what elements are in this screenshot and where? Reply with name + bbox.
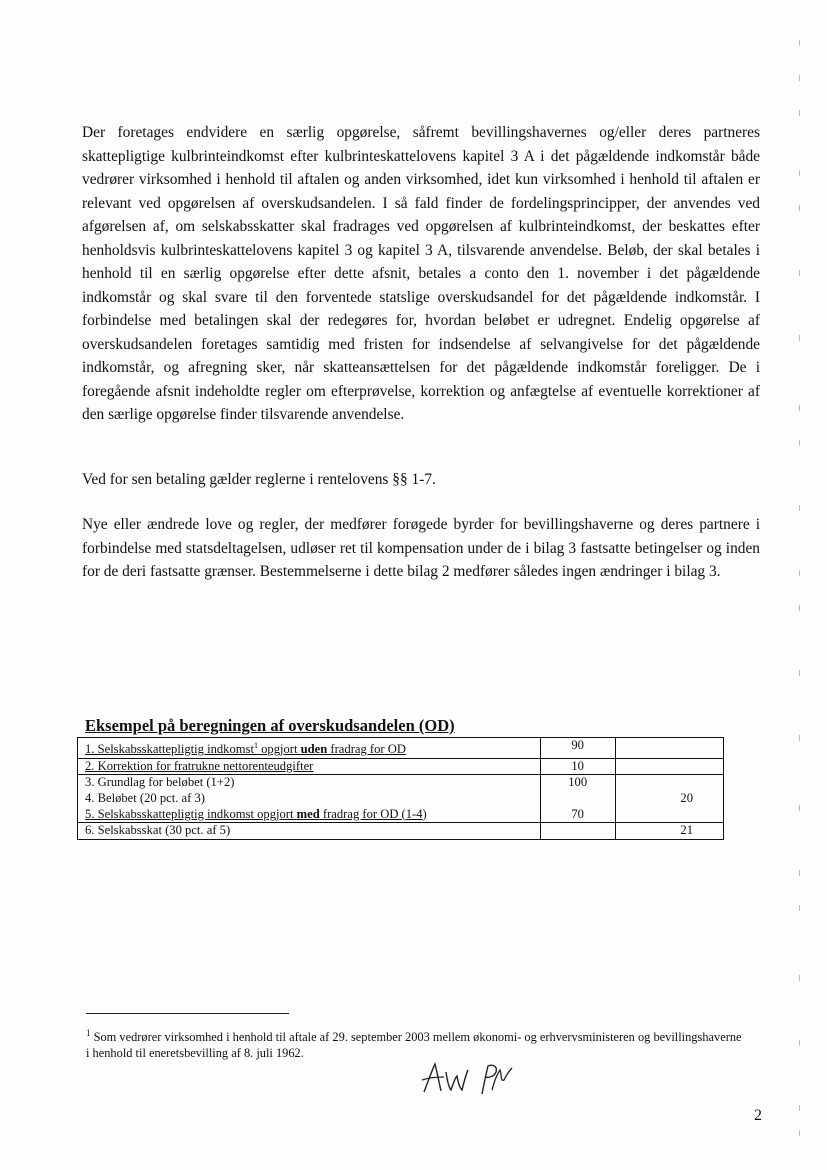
table-title: Eksempel på beregningen af overskudsandelen (OD) [85, 716, 455, 735]
footnote [86, 1025, 746, 1061]
row-value: 70 [540, 807, 615, 823]
body-paragraph-special-assessment: Der foretages endvidere en særlig opgørelse, såfremt bevillingshavernes og/eller deres partneres skattepligtige kulbrinteindkomst efter kulbrinteskattelovens kapitel 3 A i det pågældende indkomstår både vedrører virksomhed i henhold til aftalen og anden virksomhed, idet kun virksomhed i henhold til aftalen er relevant ved opgørelsen af overskudsandelen. I så fald finder de fordelingsprincipper, der anvendes ved afgørelsen af, om selskabsskatter skal fradrages ved opgørelsen af kulbrinteindkomst, der beskattes efter henholdsvis kulbrinteskattelovens kapitel 3 og kapitel 3 A, tilsvarende anvendelse. Beløb, der skal betales i henhold til en særlig opgørelse efter dette afsnit, betales a conto den 1. november i det pågældende indkomstår og skal svare til den forventede statslige overskudsandel for det pågældende indkomstår. I forbindelse med betalingen skal der redegøres for, hvordan beløbet er udregnet. Endelig opgørelse af overskudsandelen foretages samtidig med fristen for indsendelse af selvangivelse for det pågældende indkomstår, og afregning sker, når skatteansættelsen for det pågældende indkomstår foreligger. De i foregående afsnit indeholdte regler om efterprøvelse, korrektion og anfægtelse af eventuelle korrektioner af den særlige opgørelse finder tilsvarende anvendelse. [82, 124, 760, 423]
row-value: 90 [540, 738, 615, 759]
row-label: 1. Selskabsskattepligtig indkomst$^1$ opgjort uden fradrag for OD [78, 738, 541, 759]
body-paragraph-late-payment: Ved for sen betaling gælder reglerne i rentelovens §§ 1-7. [82, 471, 436, 488]
table-row [78, 775, 724, 791]
table-row [78, 823, 724, 840]
row-label: 2. Korrektion for fratrukne nettorenteudgifter [78, 758, 541, 775]
row-label: 5. Selskabsskattepligtig indkomst opgjort med fradrag for OD (1-4) [78, 807, 541, 823]
row-result [615, 738, 723, 759]
row-result [615, 775, 723, 791]
od-calculation-table [77, 737, 724, 840]
signature-initials [420, 1058, 530, 1098]
table-row [78, 738, 724, 759]
footnote-text: Som vedrører virksomhed i henhold til aftale af 29. september 2003 mellem økonomi- og erhvervsministeren og bevillingshaverne i henhold til eneretsbevilling af 8. juli 1962. [86, 1030, 742, 1061]
row-value [540, 791, 615, 807]
footnote-separator [86, 1013, 289, 1014]
row-result [615, 807, 723, 823]
row-result: 20 [615, 791, 723, 807]
row-value [540, 823, 615, 840]
scan-edge-marks [799, 30, 809, 1150]
row-label: 4. Beløbet (20 pct. af 3) [78, 791, 541, 807]
table-row [78, 807, 724, 823]
row-result: 21 [615, 823, 723, 840]
row-value: 10 [540, 758, 615, 775]
row-label: 3. Grundlag for beløbet (1+2) [78, 775, 541, 791]
page-number: 2 [754, 1107, 762, 1124]
row-result [615, 758, 723, 775]
footnote-marker: 1 [86, 1028, 91, 1038]
table-row [78, 791, 724, 807]
row-value: 100 [540, 775, 615, 791]
body-paragraph-compensation: Nye eller ændrede love og regler, der medfører forøgede byrder for bevillingshaverne og deres partnere i forbindelse med statsdeltagelsen, udløser ret til kompensation under de i bilag 3 fastsatte betingelser og inden for de deri fastsatte grænser. Bestemmelserne i dette bilag 2 medfører således ingen ændringer i bilag 3. [82, 516, 760, 580]
table-row [78, 758, 724, 775]
row-label: 6. Selskabsskat (30 pct. af 5) [78, 823, 541, 840]
